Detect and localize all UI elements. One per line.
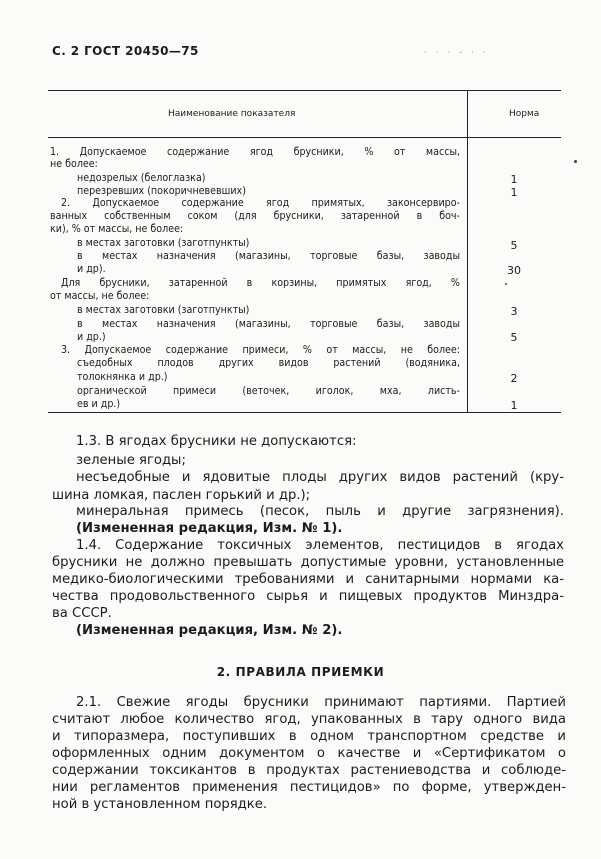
clause-1-4-line: медико-биологическими требованиями и санитарными нормами ка- xyxy=(52,572,564,587)
table-row: от массы, не более: xyxy=(50,290,150,302)
table-row: ев и др.) xyxy=(77,398,121,410)
clause-1-4-line: 1.4. Содержание токсичных элементов, пестицидов в ягодах xyxy=(76,538,564,553)
table-row: ванных собственным соком (для брусники, затаренной в боч- xyxy=(50,210,460,222)
clause-2-1-line: содержании токсикантов в продуктах растениеводства и соблюде- xyxy=(52,763,566,778)
table-top-rule xyxy=(48,90,561,91)
amendment-note-1: (Измененная редакция, Изм. № 1). xyxy=(76,521,343,536)
clause-2-1-line: 2.1. Свежие ягоды брусники принимают партиями. Партией xyxy=(76,695,566,710)
amendment-note-2: (Измененная редакция, Изм. № 2). xyxy=(76,623,343,638)
table-row: в местах назначения (магазины, торговые базы, заводы xyxy=(77,318,460,330)
table-header-name: Наименование показателя xyxy=(168,109,296,119)
table-row: не более: xyxy=(50,158,98,170)
table-bottom-rule xyxy=(48,412,561,413)
norm-value: 1 xyxy=(510,186,518,199)
table-row: 2. Допускаемое содержание ягод примятых, законсервиро- xyxy=(61,197,460,209)
clause-2-1-line: нии регламентов применения пестицидов» по форме, утвержден- xyxy=(52,780,566,795)
table-row: ки), % от массы, не более: xyxy=(50,223,184,235)
clause-1-4-line: брусники не должно превышать допустимые уровни, установленные xyxy=(52,555,564,570)
table-header-rule xyxy=(48,137,561,138)
clause-1-3-item: зеленые ягоды; xyxy=(76,453,186,468)
scan-speck xyxy=(574,160,577,163)
norm-value: 1 xyxy=(510,173,518,186)
table-row: перезревших (покоричневевших) xyxy=(77,185,246,197)
norm-value: 5 xyxy=(510,239,518,252)
clause-1-3-item: шина ломкая, паслен горький и др.); xyxy=(52,488,311,503)
table-row: и др). xyxy=(77,263,106,275)
clause-2-1-line: оформленных одним документом о качестве и «Сертификатом о xyxy=(52,746,566,761)
table-row: недозрелых (белоглазка) xyxy=(77,172,206,184)
clause-1-3-item: минеральная примесь (песок, пыль и другие загрязнения). xyxy=(76,504,564,519)
clause-2-1-line: и типоразмера, поступивших в одном транспортном средстве и xyxy=(52,729,566,744)
clause-1-4-line: чества продовольственного сырья и пищевых продуктов Минздра- xyxy=(52,589,564,604)
clause-2-1-line: ной в установленном порядке. xyxy=(52,797,268,812)
table-row: в местах заготовки (заготпункты) xyxy=(77,237,250,249)
clause-2-1-line: считают любое количество ягод, упакованных в тару одного вида xyxy=(52,712,566,727)
table-row: толокнянка и др.) xyxy=(77,371,168,383)
table-row: 3. Допускаемое содержание примеси, % от массы, не более: xyxy=(61,344,460,356)
table-row: Для брусники, затаренной в корзины, примятых ягод, % xyxy=(61,277,460,289)
header-marks: · · · - · · xyxy=(424,48,489,58)
norm-value: 1 xyxy=(510,399,518,412)
indicators-table xyxy=(48,90,561,413)
scan-speck xyxy=(505,283,507,285)
norm-value: 2 xyxy=(510,372,518,385)
page-header: С. 2 ГОСТ 20450—75 xyxy=(52,44,199,58)
table-row: в местах заготовки (заготпункты) xyxy=(77,304,250,316)
table-row: 1. Допускаемое содержание ягод брусники, % от массы, xyxy=(50,146,460,158)
table-header-norm: Норма xyxy=(509,109,540,119)
norm-value: 5 xyxy=(510,331,518,344)
table-row: в местах назначения (магазины, торговые базы, заводы xyxy=(77,250,460,262)
clause-1-4-line: ва СССР. xyxy=(52,606,112,621)
table-row: органической примеси (веточек, иголок, мха, листь- xyxy=(77,385,460,397)
section-2-title: 2. ПРАВИЛА ПРИЕМКИ xyxy=(216,665,385,679)
norm-value: 30 xyxy=(507,264,521,277)
clause-1-3-title: 1.3. В ягодах брусники не допускаются: xyxy=(76,434,357,449)
clause-1-3-item: несъедобные и ядовитые плоды других видов растений (кру- xyxy=(76,470,564,485)
table-row: и др.) xyxy=(77,331,106,343)
table-row: съедобных плодов других видов растений (водяника, xyxy=(77,357,460,369)
norm-value: 3 xyxy=(510,305,518,318)
